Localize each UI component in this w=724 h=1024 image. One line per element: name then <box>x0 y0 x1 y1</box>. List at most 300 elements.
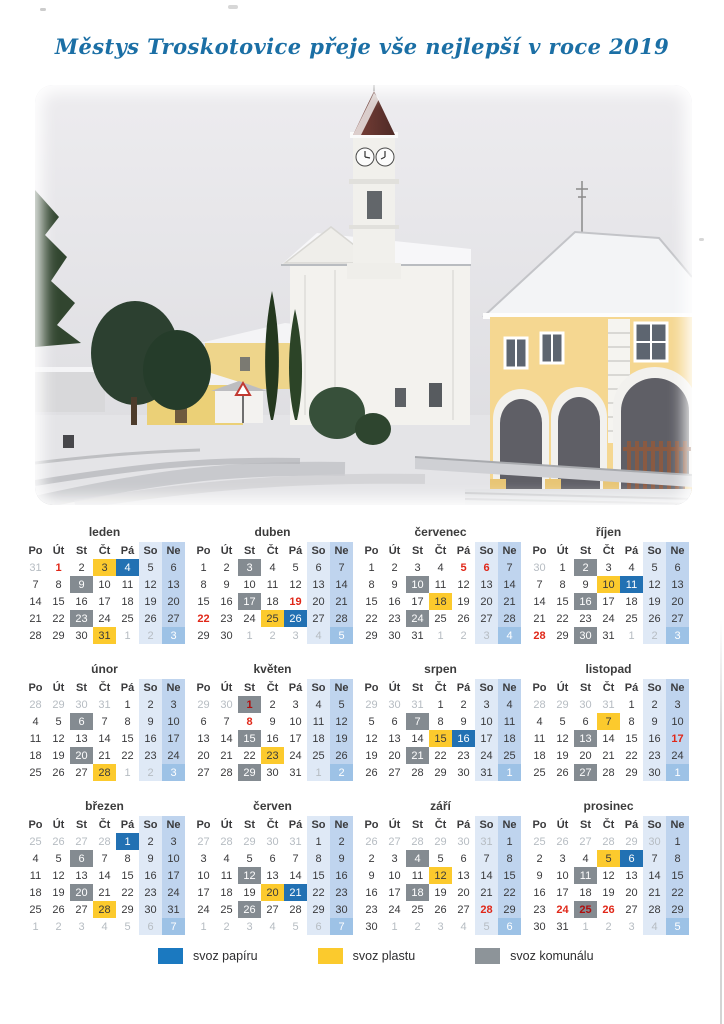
day-cell: 27 <box>75 766 88 779</box>
day-cell: 16 <box>220 595 233 608</box>
day-cell: 25 <box>29 903 42 916</box>
day-cell: 23 <box>139 884 162 901</box>
day-cell: 25 <box>261 610 284 627</box>
day-cell: 21 <box>98 886 111 899</box>
day-cell: 24 <box>98 612 111 625</box>
day-cell: 29 <box>52 629 65 642</box>
day-cell: 29 <box>365 698 378 711</box>
day-cell: 28 <box>602 766 615 779</box>
weekday-header: Čt <box>98 681 111 694</box>
day-cell: 28 <box>93 901 116 918</box>
weekday-header: Čt <box>602 818 615 831</box>
day-cell: 31 <box>29 561 42 574</box>
day-cell: 26 <box>602 903 615 916</box>
weekday-header: Pá <box>288 544 303 557</box>
day-cell: 7 <box>101 715 108 728</box>
day-cell: 29 <box>307 901 330 918</box>
day-cell: 30 <box>533 561 546 574</box>
day-cell: 12 <box>238 867 261 884</box>
weekday-header: Po <box>28 818 43 831</box>
day-cell: 2 <box>223 920 230 933</box>
day-cell: 12 <box>457 578 470 591</box>
day-cell: 23 <box>388 612 401 625</box>
weekday-header: So <box>643 542 666 559</box>
day-cell: 26 <box>556 835 569 848</box>
day-cell: 2 <box>269 698 276 711</box>
weekday-header: Pá <box>120 818 135 831</box>
day-cell: 29 <box>625 835 638 848</box>
day-cell: 30 <box>643 764 666 781</box>
weekday-header: So <box>475 679 498 696</box>
day-cell: 3 <box>475 696 498 713</box>
day-cell: 7 <box>597 713 620 730</box>
day-cell: 2 <box>414 920 421 933</box>
day-cell: 1 <box>498 833 521 850</box>
day-cell: 3 <box>200 852 207 865</box>
weekday-header: Čt <box>602 544 615 557</box>
day-cell: 2 <box>330 833 353 850</box>
day-cell: 6 <box>70 713 93 730</box>
day-cell: 16 <box>533 886 546 899</box>
day-cell: 4 <box>536 715 543 728</box>
day-cell: 17 <box>162 730 185 747</box>
day-cell: 13 <box>197 732 210 745</box>
day-cell: 31 <box>602 629 615 642</box>
day-cell: 21 <box>29 612 42 625</box>
day-cell: 5 <box>55 715 62 728</box>
day-cell: 7 <box>330 559 353 576</box>
month-days-grid <box>192 679 353 781</box>
weekday-header: Čt <box>266 544 279 557</box>
day-cell: 6 <box>200 715 207 728</box>
weekday-header: So <box>643 679 666 696</box>
day-cell: 21 <box>475 884 498 901</box>
day-cell: 2 <box>223 561 230 574</box>
day-cell: 23 <box>457 749 470 762</box>
day-cell: 30 <box>643 833 666 850</box>
weekday-header: Út <box>388 544 401 557</box>
day-cell: 24 <box>475 747 498 764</box>
weekday-header: Pá <box>456 681 471 694</box>
paper-color-swatch <box>158 948 183 964</box>
weekday-header: St <box>76 681 87 694</box>
day-cell: 1 <box>124 629 131 642</box>
day-cell: 29 <box>197 698 210 711</box>
day-cell: 26 <box>643 610 666 627</box>
legend-item-plast <box>318 948 416 964</box>
day-cell: 12 <box>365 732 378 745</box>
day-cell: 1 <box>307 833 330 850</box>
month-days-grid <box>360 816 521 935</box>
weekday-header: Čt <box>434 544 447 557</box>
day-cell: 28 <box>643 901 666 918</box>
legend-label: svoz komunálu <box>510 949 594 963</box>
day-cell: 1 <box>124 698 131 711</box>
day-cell: 28 <box>98 835 111 848</box>
waste-collection-legend <box>158 948 594 964</box>
day-cell: 15 <box>498 867 521 884</box>
day-cell: 14 <box>330 576 353 593</box>
day-cell: 30 <box>266 766 279 779</box>
day-cell: 25 <box>533 766 546 779</box>
weekday-header: Út <box>556 681 569 694</box>
day-cell: 6 <box>460 852 467 865</box>
weekday-header: Čt <box>602 681 615 694</box>
day-cell: 18 <box>266 595 279 608</box>
weekday-header: Út <box>220 681 233 694</box>
day-cell: 11 <box>121 578 134 591</box>
day-cell: 11 <box>220 869 233 882</box>
weekday-header: So <box>475 542 498 559</box>
day-cell: 31 <box>602 698 615 711</box>
day-cell: 5 <box>475 918 498 935</box>
day-cell: 20 <box>666 593 689 610</box>
day-cell: 3 <box>162 833 185 850</box>
day-cell: 14 <box>498 576 521 593</box>
weekday-header: Pá <box>456 544 471 557</box>
day-cell: 28 <box>220 766 233 779</box>
day-cell: 19 <box>602 886 615 899</box>
month-leden <box>24 526 185 644</box>
day-cell: 16 <box>452 730 475 747</box>
day-cell: 28 <box>533 629 546 642</box>
day-cell: 4 <box>406 850 429 867</box>
day-cell: 26 <box>434 903 447 916</box>
day-cell: 4 <box>498 627 521 644</box>
month-říjen <box>528 526 689 644</box>
day-cell: 17 <box>388 886 401 899</box>
page-title: Městys Troskotovice přeje vše nejlepší v roce 2019 <box>54 34 670 59</box>
day-cell: 2 <box>460 698 467 711</box>
day-cell: 9 <box>582 578 589 591</box>
day-cell: 24 <box>162 884 185 901</box>
weekday-header: Pá <box>456 818 471 831</box>
day-cell: 3 <box>292 629 299 642</box>
day-cell: 9 <box>643 713 666 730</box>
day-cell: 10 <box>666 713 689 730</box>
day-cell: 29 <box>121 903 134 916</box>
day-cell: 7 <box>32 578 39 591</box>
day-cell: 21 <box>533 612 546 625</box>
day-cell: 22 <box>666 884 689 901</box>
day-cell: 14 <box>98 732 111 745</box>
day-cell: 5 <box>292 920 299 933</box>
month-červenec <box>360 526 521 644</box>
day-cell: 3 <box>292 698 299 711</box>
day-cell: 5 <box>330 696 353 713</box>
day-cell: 24 <box>666 747 689 764</box>
day-cell: 13 <box>307 576 330 593</box>
day-cell: 31 <box>289 835 302 848</box>
day-cell: 28 <box>289 903 302 916</box>
month-title: únor <box>91 662 118 676</box>
day-cell: 8 <box>628 715 635 728</box>
day-cell: 2 <box>643 696 666 713</box>
day-cell: 15 <box>52 595 65 608</box>
day-cell: 30 <box>139 901 162 918</box>
day-cell: 21 <box>406 747 429 764</box>
day-cell: 26 <box>365 766 378 779</box>
month-title: září <box>430 799 451 813</box>
day-cell: 17 <box>411 595 424 608</box>
day-cell: 6 <box>307 918 330 935</box>
day-cell: 10 <box>162 713 185 730</box>
day-cell: 26 <box>330 747 353 764</box>
day-cell: 4 <box>32 715 39 728</box>
day-cell: 4 <box>582 852 589 865</box>
day-cell: 24 <box>162 747 185 764</box>
day-cell: 22 <box>307 884 330 901</box>
day-cell: 14 <box>220 732 233 745</box>
day-cell: 25 <box>220 903 233 916</box>
weekday-header: Ne <box>330 816 353 833</box>
day-cell: 28 <box>29 698 42 711</box>
day-cell: 28 <box>29 629 42 642</box>
day-cell: 8 <box>498 850 521 867</box>
day-cell: 1 <box>628 629 635 642</box>
day-cell: 9 <box>460 715 467 728</box>
weekday-header: St <box>244 681 255 694</box>
weekday-header: Ne <box>498 816 521 833</box>
day-cell: 5 <box>139 559 162 576</box>
day-cell: 7 <box>330 918 353 935</box>
weekday-header: St <box>580 544 591 557</box>
day-cell: 26 <box>365 835 378 848</box>
day-cell: 15 <box>121 869 134 882</box>
day-cell: 31 <box>475 764 498 781</box>
month-days-grid <box>528 816 689 935</box>
day-cell: 31 <box>93 627 116 644</box>
day-cell: 1 <box>200 920 207 933</box>
day-cell: 13 <box>75 732 88 745</box>
day-cell: 30 <box>579 698 592 711</box>
weekday-header: So <box>475 816 498 833</box>
day-cell: 17 <box>556 886 569 899</box>
day-cell: 4 <box>307 696 330 713</box>
day-cell: 30 <box>388 698 401 711</box>
weekday-header: Út <box>556 544 569 557</box>
day-cell: 5 <box>55 852 62 865</box>
day-cell: 25 <box>307 747 330 764</box>
day-cell: 31 <box>411 629 424 642</box>
month-title: srpen <box>424 662 457 676</box>
month-title: říjen <box>595 525 622 539</box>
day-cell: 14 <box>98 869 111 882</box>
day-cell: 11 <box>434 578 447 591</box>
day-cell: 22 <box>243 749 256 762</box>
day-cell: 6 <box>498 918 521 935</box>
day-cell: 6 <box>475 559 498 576</box>
weekday-header: Po <box>532 818 547 831</box>
day-cell: 10 <box>162 850 185 867</box>
day-cell: 17 <box>475 730 498 747</box>
weekday-header: Po <box>364 818 379 831</box>
scan-speck <box>40 8 46 11</box>
day-cell: 23 <box>579 612 592 625</box>
day-cell: 1 <box>368 561 375 574</box>
day-cell: 9 <box>139 850 162 867</box>
day-cell: 2 <box>574 559 597 576</box>
day-cell: 24 <box>602 612 615 625</box>
month-days-grid <box>528 542 689 644</box>
day-cell: 17 <box>666 730 689 747</box>
day-cell: 12 <box>52 869 65 882</box>
day-cell: 2 <box>139 833 162 850</box>
day-cell: 16 <box>75 595 88 608</box>
day-cell: 5 <box>597 850 620 867</box>
scan-speck <box>699 238 704 241</box>
day-cell: 31 <box>556 920 569 933</box>
scan-edge-line <box>720 620 722 1024</box>
day-cell: 13 <box>388 732 401 745</box>
weekday-header: Čt <box>266 681 279 694</box>
weekday-header: Pá <box>288 818 303 831</box>
day-cell: 5 <box>460 561 467 574</box>
day-cell: 1 <box>559 561 566 574</box>
day-cell: 24 <box>197 903 210 916</box>
day-cell: 16 <box>330 867 353 884</box>
weekday-header: St <box>244 818 255 831</box>
day-cell: 1 <box>32 920 39 933</box>
day-cell: 18 <box>498 730 521 747</box>
day-cell: 28 <box>93 764 116 781</box>
weekday-header: Čt <box>266 818 279 831</box>
day-cell: 2 <box>536 852 543 865</box>
day-cell: 15 <box>556 595 569 608</box>
month-title: leden <box>88 525 121 539</box>
day-cell: 4 <box>628 561 635 574</box>
day-cell: 30 <box>533 920 546 933</box>
day-cell: 13 <box>162 576 185 593</box>
day-cell: 30 <box>75 698 88 711</box>
day-cell: 23 <box>70 610 93 627</box>
month-srpen <box>360 663 521 781</box>
weekday-header: St <box>76 818 87 831</box>
day-cell: 18 <box>579 886 592 899</box>
day-cell: 27 <box>197 766 210 779</box>
day-cell: 4 <box>116 559 139 576</box>
day-cell: 28 <box>498 610 521 627</box>
day-cell: 2 <box>643 627 666 644</box>
weekday-header: Čt <box>98 818 111 831</box>
month-title: listopad <box>585 662 632 676</box>
day-cell: 4 <box>643 918 666 935</box>
day-cell: 31 <box>475 833 498 850</box>
day-cell: 4 <box>269 920 276 933</box>
day-cell: 1 <box>437 698 444 711</box>
day-cell: 2 <box>605 920 612 933</box>
day-cell: 24 <box>556 903 569 916</box>
day-cell: 12 <box>330 713 353 730</box>
day-cell: 17 <box>197 886 210 899</box>
day-cell: 19 <box>330 730 353 747</box>
day-cell: 30 <box>75 629 88 642</box>
day-cell: 11 <box>620 576 643 593</box>
day-cell: 3 <box>559 852 566 865</box>
day-cell: 21 <box>98 749 111 762</box>
year-calendar-grid <box>24 526 689 935</box>
day-cell: 10 <box>243 578 256 591</box>
day-cell: 27 <box>457 903 470 916</box>
day-cell: 8 <box>666 850 689 867</box>
day-cell: 26 <box>457 612 470 625</box>
day-cell: 1 <box>116 833 139 850</box>
day-cell: 20 <box>475 593 498 610</box>
day-cell: 5 <box>330 627 353 644</box>
day-cell: 11 <box>498 713 521 730</box>
day-cell: 2 <box>269 629 276 642</box>
day-cell: 27 <box>625 903 638 916</box>
day-cell: 9 <box>330 850 353 867</box>
day-cell: 7 <box>223 715 230 728</box>
day-cell: 12 <box>139 576 162 593</box>
day-cell: 23 <box>365 903 378 916</box>
day-cell: 18 <box>406 884 429 901</box>
day-cell: 15 <box>307 867 330 884</box>
day-cell: 14 <box>289 869 302 882</box>
day-cell: 5 <box>124 920 131 933</box>
month-title: březen <box>85 799 124 813</box>
weekday-header: Čt <box>98 544 111 557</box>
month-days-grid <box>360 679 521 781</box>
day-cell: 25 <box>574 901 597 918</box>
day-cell: 22 <box>52 612 65 625</box>
day-cell: 1 <box>124 766 131 779</box>
day-cell: 15 <box>666 867 689 884</box>
day-cell: 19 <box>365 749 378 762</box>
day-cell: 27 <box>75 835 88 848</box>
day-cell: 2 <box>460 629 467 642</box>
weekday-header: Ne <box>666 542 689 559</box>
weekday-header: St <box>580 818 591 831</box>
day-cell: 29 <box>197 629 210 642</box>
day-cell: 13 <box>625 869 638 882</box>
day-cell: 3 <box>437 920 444 933</box>
month-únor <box>24 663 185 781</box>
day-cell: 18 <box>121 595 134 608</box>
weekday-header: Ne <box>330 542 353 559</box>
month-title: červen <box>253 799 292 813</box>
day-cell: 18 <box>220 886 233 899</box>
day-cell: 22 <box>121 886 134 899</box>
day-cell: 6 <box>70 850 93 867</box>
weekday-header: St <box>412 818 423 831</box>
day-cell: 12 <box>556 732 569 745</box>
day-cell: 12 <box>52 732 65 745</box>
weekday-header: Ne <box>666 816 689 833</box>
day-cell: 3 <box>93 559 116 576</box>
day-cell: 20 <box>579 749 592 762</box>
day-cell: 3 <box>475 627 498 644</box>
day-cell: 8 <box>246 715 253 728</box>
day-cell: 22 <box>365 612 378 625</box>
day-cell: 2 <box>139 696 162 713</box>
weekday-header: So <box>139 679 162 696</box>
weekday-header: Pá <box>120 544 135 557</box>
day-cell: 21 <box>330 593 353 610</box>
weekday-header: Út <box>388 681 401 694</box>
month-days-grid <box>24 542 185 644</box>
day-cell: 11 <box>29 869 42 882</box>
day-cell: 5 <box>666 918 689 935</box>
day-cell: 27 <box>388 835 401 848</box>
day-cell: 20 <box>70 747 93 764</box>
day-cell: 23 <box>139 747 162 764</box>
weekday-header: Čt <box>434 818 447 831</box>
day-cell: 3 <box>78 920 85 933</box>
day-cell: 6 <box>162 559 185 576</box>
day-cell: 12 <box>643 576 666 593</box>
